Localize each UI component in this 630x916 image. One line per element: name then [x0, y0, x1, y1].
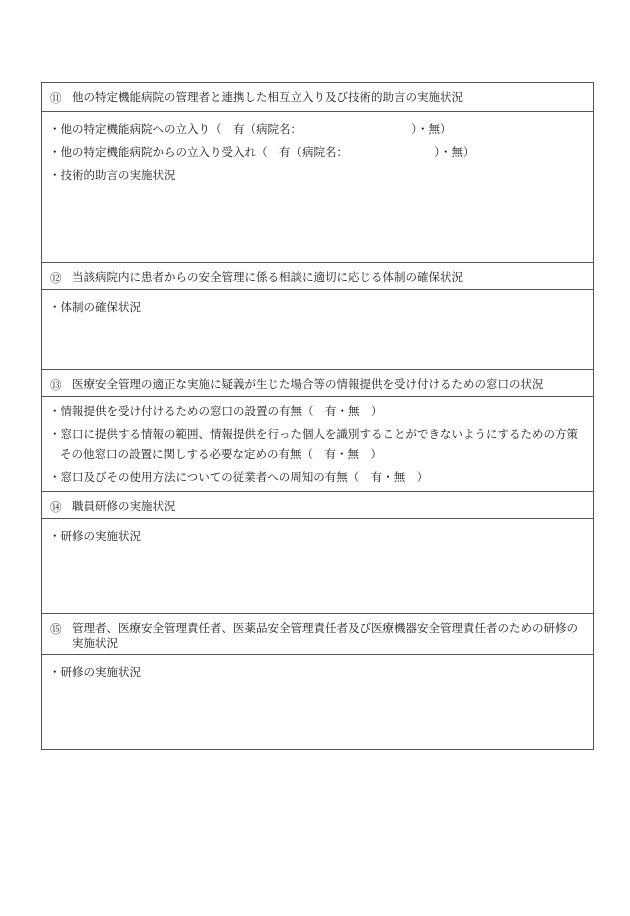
section-number: ⑪ — [50, 91, 62, 105]
section-11-body — [42, 111, 593, 262]
section-13-body — [42, 396, 593, 491]
window-policy-line: ・窓口に提供する情報の範囲、情報提供を行った個人を識別することができないようにするための方策 — [49, 427, 578, 441]
training-status-line: ・研修の実施状況 — [49, 665, 141, 679]
section-number: ⑬ — [50, 378, 62, 392]
section-number: ⑫ — [50, 271, 62, 285]
section-13-header — [42, 369, 593, 396]
section-15-body — [42, 654, 593, 749]
section-15-header — [42, 613, 593, 654]
visit-received-line: ・他の特定機能病院からの立入り受入れ（ 有（病院名： ）・無） — [49, 145, 475, 159]
system-status-line: ・体制の確保状況 — [49, 300, 141, 314]
section-title: 当該病院内に患者からの安全管理に係る相談に適切に応じる体制の確保状況 — [72, 270, 463, 284]
window-policy-line-cont: その他窓口の設置に関しする必要な定めの有無（ 有・無 ） — [60, 447, 382, 461]
section-title: 医療安全管理の適正な実施に疑義が生じた場合等の情報提供を受け付けるための窓口の状況 — [72, 377, 544, 391]
window-setup-line: ・情報提供を受け付けるための窓口の設置の有無（ 有・無 ） — [49, 404, 383, 418]
section-12-header — [42, 262, 593, 289]
section-14-body — [42, 518, 593, 613]
section-11-header — [42, 83, 593, 111]
section-number: ⑭ — [50, 500, 62, 514]
section-title: 職員研修の実施状況 — [72, 499, 176, 513]
training-status-line: ・研修の実施状況 — [49, 529, 141, 543]
section-title: 管理者、医療安全管理責任者、医薬品安全管理責任者及び医療機器安全管理責任者のための研修の実施状況 — [72, 621, 578, 650]
section-title: 他の特定機能病院の管理者と連携した相互立入り及び技術的助言の実施状況 — [72, 90, 463, 104]
window-notice-line: ・窓口及びその使用方法についての従業者への周知の有無（ 有・無 ） — [49, 470, 429, 484]
mutual-visit-line: ・他の特定機能病院への立入り（ 有（病院名： ）・無） — [49, 122, 452, 136]
technical-advice-line: ・技術的助言の実施状況 — [49, 168, 176, 182]
section-14-header — [42, 491, 593, 518]
status-table — [41, 82, 594, 750]
section-12-body — [42, 289, 593, 369]
section-number: ⑮ — [50, 622, 62, 636]
